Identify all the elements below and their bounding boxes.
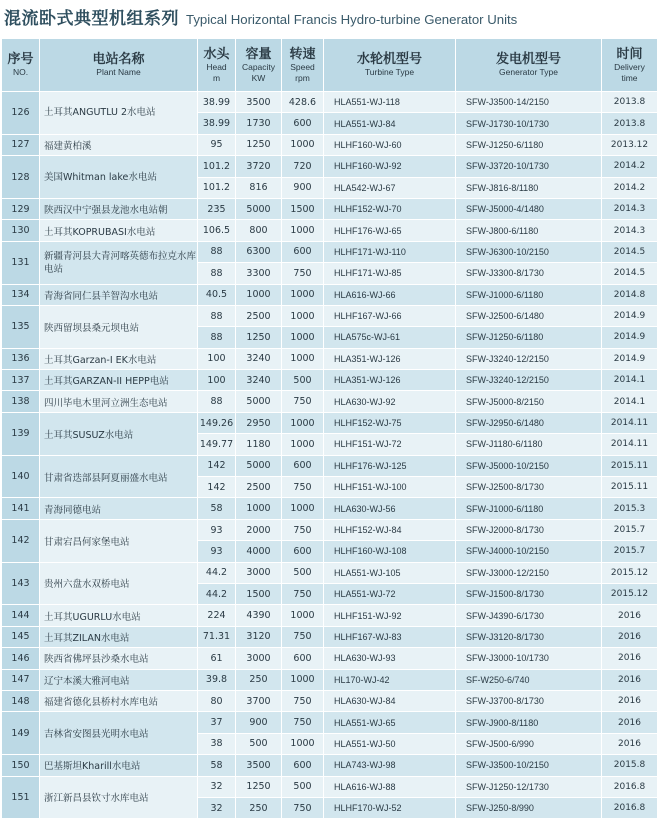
cell-turbine-type: HLA630-WJ-56 — [324, 498, 456, 519]
cell-capacity: 250 — [236, 797, 282, 818]
cell-turbine-type: HLA616-WJ-66 — [324, 284, 456, 305]
cell-delivery-time: 2015.7 — [602, 519, 658, 540]
cell-generator-type: SFW-J3720-10/1730 — [456, 156, 602, 177]
cell-head: 93 — [198, 541, 236, 562]
cell-generator-type: SFW-J1250-12/1730 — [456, 776, 602, 797]
cell-capacity: 4000 — [236, 541, 282, 562]
cell-turbine-type: HLHF160-WJ-108 — [324, 541, 456, 562]
cell-no: 147 — [2, 669, 40, 690]
cell-plant-name: 陕西留坝县桑元坝电站 — [40, 305, 198, 348]
cell-turbine-type: HLHF151-WJ-92 — [324, 605, 456, 626]
cell-speed: 600 — [282, 241, 324, 262]
cell-delivery-time: 2016 — [602, 690, 658, 711]
cell-capacity: 800 — [236, 220, 282, 241]
cell-delivery-time: 2013.8 — [602, 92, 658, 113]
cell-no: 135 — [2, 305, 40, 348]
cell-plant-name: 陕西汉中宁强县龙池水电站朝 — [40, 198, 198, 219]
cell-delivery-time: 2016.8 — [602, 776, 658, 797]
cell-plant-name: 甘肃宕昌何家堡电站 — [40, 519, 198, 562]
page-title — [4, 4, 654, 32]
cell-plant-name: 土耳其GARZAN-II HEPP电站 — [40, 370, 198, 391]
cell-turbine-type: HLA542-WJ-67 — [324, 177, 456, 198]
cell-generator-type: SFW-J250-8/990 — [456, 797, 602, 818]
cell-generator-type: SFW-J1500-8/1730 — [456, 583, 602, 604]
cell-delivery-time: 2016 — [602, 712, 658, 733]
cell-speed: 1000 — [282, 284, 324, 305]
cell-delivery-time: 2016 — [602, 648, 658, 669]
cell-plant-name: 青海省同仁县羊智沟水电站 — [40, 284, 198, 305]
cell-head: 93 — [198, 519, 236, 540]
cell-no: 149 — [2, 712, 40, 755]
header-no: 序号 NO. — [2, 39, 40, 92]
cell-no: 151 — [2, 776, 40, 819]
cell-turbine-type: HLHF160-WJ-60 — [324, 134, 456, 155]
cell-delivery-time: 2014.2 — [602, 156, 658, 177]
cell-speed: 1000 — [282, 733, 324, 754]
cell-plant-name: 四川毕电木里河立洲生态电站 — [40, 391, 198, 412]
header-capacity: 容量 Capacity KW — [236, 39, 282, 92]
cell-generator-type: SFW-J1000-6/1180 — [456, 498, 602, 519]
cell-no: 137 — [2, 370, 40, 391]
cell-plant-name: 福建省德化县桥村水库电站 — [40, 690, 198, 711]
cell-turbine-type: HLHF176-WJ-65 — [324, 220, 456, 241]
cell-speed: 1500 — [282, 198, 324, 219]
cell-head: 235 — [198, 198, 236, 219]
units-table — [1, 38, 658, 819]
cell-generator-type: SFW-J4390-6/1730 — [456, 605, 602, 626]
cell-capacity: 3720 — [236, 156, 282, 177]
cell-turbine-type: HLA630-WJ-92 — [324, 391, 456, 412]
title-english: Typical Horizontal Francis Hydro-turbine Generator Units — [186, 12, 518, 27]
cell-no: 139 — [2, 412, 40, 455]
cell-turbine-type: HLA575c-WJ-61 — [324, 327, 456, 348]
cell-generator-type: SFW-J3000-10/1730 — [456, 648, 602, 669]
cell-turbine-type: HLA551-WJ-105 — [324, 562, 456, 583]
cell-head: 88 — [198, 241, 236, 262]
table-row — [2, 391, 658, 412]
cell-delivery-time: 2015.11 — [602, 455, 658, 476]
table-body — [2, 92, 658, 819]
cell-no: 136 — [2, 348, 40, 369]
cell-generator-type: SFW-J3300-8/1730 — [456, 263, 602, 284]
cell-speed: 1000 — [282, 348, 324, 369]
cell-plant-name: 巴基斯坦Kharill水电站 — [40, 755, 198, 776]
cell-speed: 750 — [282, 797, 324, 818]
cell-plant-name: 福建黄柏溪 — [40, 134, 198, 155]
table-row — [2, 92, 658, 113]
cell-capacity: 1730 — [236, 113, 282, 134]
cell-turbine-type: HLA351-WJ-126 — [324, 348, 456, 369]
cell-generator-type: SFW-J3500-10/2150 — [456, 755, 602, 776]
cell-generator-type: SFW-J2000-8/1730 — [456, 519, 602, 540]
cell-delivery-time: 2014.3 — [602, 198, 658, 219]
cell-delivery-time: 2014.8 — [602, 284, 658, 305]
cell-turbine-type: HLHF171-WJ-85 — [324, 263, 456, 284]
cell-speed: 750 — [282, 477, 324, 498]
cell-delivery-time: 2015.8 — [602, 755, 658, 776]
cell-delivery-time: 2015.3 — [602, 498, 658, 519]
table-row — [2, 626, 658, 647]
cell-delivery-time: 2016 — [602, 605, 658, 626]
cell-speed: 600 — [282, 541, 324, 562]
cell-plant-name: 甘肃省迭部县阿夏丽盛水电站 — [40, 455, 198, 498]
cell-head: 40.5 — [198, 284, 236, 305]
cell-speed: 750 — [282, 519, 324, 540]
cell-capacity: 3240 — [236, 370, 282, 391]
cell-speed: 500 — [282, 370, 324, 391]
cell-turbine-type: HLHF151-WJ-100 — [324, 477, 456, 498]
cell-no: 127 — [2, 134, 40, 155]
cell-capacity: 816 — [236, 177, 282, 198]
cell-head: 32 — [198, 797, 236, 818]
cell-speed: 600 — [282, 455, 324, 476]
header-head: 水头 Head m — [198, 39, 236, 92]
table-row — [2, 305, 658, 326]
cell-generator-type: SFW-J2500-8/1730 — [456, 477, 602, 498]
cell-delivery-time: 2014.2 — [602, 177, 658, 198]
header-generator-type: 发电机型号 Generator Type — [456, 39, 602, 92]
table-row — [2, 220, 658, 241]
table-row — [2, 134, 658, 155]
cell-capacity: 2500 — [236, 477, 282, 498]
table-header-row — [2, 39, 658, 92]
cell-no: 144 — [2, 605, 40, 626]
cell-speed: 1000 — [282, 498, 324, 519]
cell-turbine-type: HLA616-WJ-88 — [324, 776, 456, 797]
cell-turbine-type: HLA551-WJ-50 — [324, 733, 456, 754]
cell-speed: 1000 — [282, 134, 324, 155]
cell-delivery-time: 2016 — [602, 733, 658, 754]
cell-speed: 600 — [282, 648, 324, 669]
cell-delivery-time: 2014.9 — [602, 305, 658, 326]
cell-turbine-type: HLHF176-WJ-125 — [324, 455, 456, 476]
cell-turbine-type: HLA551-WJ-72 — [324, 583, 456, 604]
cell-head: 101.2 — [198, 177, 236, 198]
cell-capacity: 3240 — [236, 348, 282, 369]
table-row — [2, 284, 658, 305]
cell-speed: 720 — [282, 156, 324, 177]
cell-generator-type: SFW-J5000-8/2150 — [456, 391, 602, 412]
cell-head: 88 — [198, 391, 236, 412]
cell-generator-type: SFW-J3240-12/2150 — [456, 370, 602, 391]
cell-capacity: 900 — [236, 712, 282, 733]
cell-capacity: 5000 — [236, 391, 282, 412]
cell-head: 100 — [198, 348, 236, 369]
cell-plant-name: 贵州六盘水双桥电站 — [40, 562, 198, 605]
cell-no: 134 — [2, 284, 40, 305]
table-row — [2, 755, 658, 776]
cell-speed: 600 — [282, 755, 324, 776]
table-row — [2, 455, 658, 476]
cell-no: 128 — [2, 156, 40, 199]
cell-delivery-time: 2016 — [602, 669, 658, 690]
cell-generator-type: SFW-J4000-10/2150 — [456, 541, 602, 562]
cell-generator-type: SFW-J900-8/1180 — [456, 712, 602, 733]
cell-speed: 500 — [282, 562, 324, 583]
cell-head: 101.2 — [198, 156, 236, 177]
cell-capacity: 5000 — [236, 198, 282, 219]
cell-turbine-type: HL170-WJ-42 — [324, 669, 456, 690]
table-row — [2, 370, 658, 391]
cell-generator-type: SFW-J3000-12/2150 — [456, 562, 602, 583]
cell-head: 44.2 — [198, 583, 236, 604]
cell-capacity: 1000 — [236, 498, 282, 519]
cell-capacity: 3120 — [236, 626, 282, 647]
cell-turbine-type: HLHF170-WJ-52 — [324, 797, 456, 818]
cell-delivery-time: 2014.1 — [602, 391, 658, 412]
cell-turbine-type: HLHF167-WJ-83 — [324, 626, 456, 647]
cell-generator-type: SFW-J5000-4/1480 — [456, 198, 602, 219]
cell-head: 142 — [198, 477, 236, 498]
cell-head: 95 — [198, 134, 236, 155]
cell-delivery-time: 2015.11 — [602, 477, 658, 498]
cell-capacity: 2950 — [236, 412, 282, 433]
cell-generator-type: SFW-J5000-10/2150 — [456, 455, 602, 476]
cell-no: 126 — [2, 92, 40, 135]
cell-speed: 500 — [282, 776, 324, 797]
cell-speed: 750 — [282, 391, 324, 412]
cell-no: 129 — [2, 198, 40, 219]
cell-no: 130 — [2, 220, 40, 241]
cell-plant-name: 土耳其ANGUTLU 2水电站 — [40, 92, 198, 135]
cell-head: 80 — [198, 690, 236, 711]
cell-head: 88 — [198, 305, 236, 326]
cell-head: 149.77 — [198, 434, 236, 455]
cell-plant-name: 土耳其SUSUZ水电站 — [40, 412, 198, 455]
cell-speed: 1000 — [282, 305, 324, 326]
table-row — [2, 562, 658, 583]
cell-turbine-type: HLA630-WJ-93 — [324, 648, 456, 669]
cell-generator-type: SFW-J3500-14/2150 — [456, 92, 602, 113]
cell-turbine-type: HLA551-WJ-84 — [324, 113, 456, 134]
cell-speed: 750 — [282, 263, 324, 284]
cell-head: 38.99 — [198, 113, 236, 134]
cell-delivery-time: 2016 — [602, 626, 658, 647]
cell-capacity: 3700 — [236, 690, 282, 711]
cell-plant-name: 土耳其Garzan-I EK水电站 — [40, 348, 198, 369]
cell-generator-type: SFW-J2500-6/1480 — [456, 305, 602, 326]
cell-plant-name: 青海同德电站 — [40, 498, 198, 519]
cell-no: 142 — [2, 519, 40, 562]
cell-speed: 750 — [282, 626, 324, 647]
cell-generator-type: SFW-J2950-6/1480 — [456, 412, 602, 433]
cell-turbine-type: HLA351-WJ-126 — [324, 370, 456, 391]
cell-capacity: 4390 — [236, 605, 282, 626]
table-row — [2, 669, 658, 690]
cell-delivery-time: 2015.12 — [602, 562, 658, 583]
cell-generator-type: SFW-J6300-10/2150 — [456, 241, 602, 262]
table-row — [2, 348, 658, 369]
cell-head: 58 — [198, 498, 236, 519]
cell-capacity: 250 — [236, 669, 282, 690]
cell-capacity: 1250 — [236, 776, 282, 797]
table-row — [2, 648, 658, 669]
header-plant-name: 电站名称 Plant Name — [40, 39, 198, 92]
cell-generator-type: SFW-J3700-8/1730 — [456, 690, 602, 711]
cell-turbine-type: HLA743-WJ-98 — [324, 755, 456, 776]
cell-turbine-type: HLHF151-WJ-72 — [324, 434, 456, 455]
cell-turbine-type: HLA551-WJ-65 — [324, 712, 456, 733]
cell-head: 44.2 — [198, 562, 236, 583]
cell-delivery-time: 2014.5 — [602, 241, 658, 262]
cell-head: 149.26 — [198, 412, 236, 433]
cell-head: 37 — [198, 712, 236, 733]
cell-head: 71.31 — [198, 626, 236, 647]
cell-no: 145 — [2, 626, 40, 647]
cell-delivery-time: 2015.7 — [602, 541, 658, 562]
cell-no: 148 — [2, 690, 40, 711]
cell-generator-type: SFW-J800-6/1180 — [456, 220, 602, 241]
cell-speed: 750 — [282, 583, 324, 604]
cell-plant-name: 美国Whitman lake水电站 — [40, 156, 198, 199]
table-row — [2, 712, 658, 733]
cell-speed: 1000 — [282, 669, 324, 690]
cell-capacity: 500 — [236, 733, 282, 754]
cell-delivery-time: 2014.3 — [602, 220, 658, 241]
cell-capacity: 3000 — [236, 648, 282, 669]
cell-speed: 1000 — [282, 605, 324, 626]
table-row — [2, 605, 658, 626]
cell-capacity: 1250 — [236, 327, 282, 348]
cell-speed: 1000 — [282, 327, 324, 348]
table-row — [2, 412, 658, 433]
cell-speed: 1000 — [282, 434, 324, 455]
cell-speed: 900 — [282, 177, 324, 198]
cell-no: 131 — [2, 241, 40, 284]
cell-turbine-type: HLHF152-WJ-70 — [324, 198, 456, 219]
cell-capacity: 2500 — [236, 305, 282, 326]
cell-plant-name: 新疆青河县大青河喀英德布拉克水库电站 — [40, 241, 198, 284]
cell-generator-type: SFW-J1730-10/1730 — [456, 113, 602, 134]
cell-no: 143 — [2, 562, 40, 605]
cell-head: 38.99 — [198, 92, 236, 113]
cell-capacity: 1500 — [236, 583, 282, 604]
cell-delivery-time: 2014.9 — [602, 348, 658, 369]
cell-head: 106.5 — [198, 220, 236, 241]
cell-no: 141 — [2, 498, 40, 519]
cell-plant-name: 土耳其ZILAN水电站 — [40, 626, 198, 647]
cell-head: 38 — [198, 733, 236, 754]
cell-delivery-time: 2014.9 — [602, 327, 658, 348]
title-chinese: 混流卧式典型机组系列 — [4, 9, 179, 29]
header-turbine-type: 水轮机型号 Turbine Type — [324, 39, 456, 92]
cell-generator-type: SFW-J500-6/990 — [456, 733, 602, 754]
cell-capacity: 1000 — [236, 284, 282, 305]
cell-capacity: 5000 — [236, 455, 282, 476]
cell-turbine-type: HLHF152-WJ-84 — [324, 519, 456, 540]
table-row — [2, 519, 658, 540]
cell-generator-type: SFW-J1180-6/1180 — [456, 434, 602, 455]
cell-no: 150 — [2, 755, 40, 776]
cell-no: 138 — [2, 391, 40, 412]
cell-turbine-type: HLHF160-WJ-92 — [324, 156, 456, 177]
cell-generator-type: SFW-J816-8/1180 — [456, 177, 602, 198]
table-row — [2, 198, 658, 219]
cell-turbine-type: HLA551-WJ-118 — [324, 92, 456, 113]
cell-speed: 600 — [282, 113, 324, 134]
cell-head: 88 — [198, 263, 236, 284]
cell-plant-name: 吉林省安图县光明水电站 — [40, 712, 198, 755]
cell-turbine-type: HLHF167-WJ-66 — [324, 305, 456, 326]
cell-delivery-time: 2013.12 — [602, 134, 658, 155]
cell-capacity: 3500 — [236, 755, 282, 776]
cell-no: 140 — [2, 455, 40, 498]
cell-generator-type: SFW-J1250-6/1180 — [456, 327, 602, 348]
table-row — [2, 241, 658, 262]
cell-plant-name: 陕西省佛坪县沙桑水电站 — [40, 648, 198, 669]
cell-speed: 1000 — [282, 412, 324, 433]
cell-head: 100 — [198, 370, 236, 391]
cell-capacity: 3500 — [236, 92, 282, 113]
cell-plant-name: 浙江新昌县钦寸水库电站 — [40, 776, 198, 819]
cell-speed: 750 — [282, 690, 324, 711]
cell-head: 61 — [198, 648, 236, 669]
cell-speed: 428.6 — [282, 92, 324, 113]
cell-delivery-time: 2014.5 — [602, 263, 658, 284]
cell-generator-type: SFW-J1250-6/1180 — [456, 134, 602, 155]
table-row — [2, 156, 658, 177]
cell-turbine-type: HLA630-WJ-84 — [324, 690, 456, 711]
cell-speed: 750 — [282, 712, 324, 733]
cell-head: 39.8 — [198, 669, 236, 690]
cell-head: 88 — [198, 327, 236, 348]
cell-no: 146 — [2, 648, 40, 669]
cell-head: 224 — [198, 605, 236, 626]
table-row — [2, 498, 658, 519]
cell-capacity: 3000 — [236, 562, 282, 583]
cell-head: 58 — [198, 755, 236, 776]
table-row — [2, 776, 658, 797]
cell-turbine-type: HLHF171-WJ-110 — [324, 241, 456, 262]
cell-delivery-time: 2014.1 — [602, 370, 658, 391]
cell-generator-type: SFW-J3120-8/1730 — [456, 626, 602, 647]
cell-delivery-time: 2014.11 — [602, 434, 658, 455]
cell-generator-type: SFW-J3240-12/2150 — [456, 348, 602, 369]
table-row — [2, 690, 658, 711]
cell-turbine-type: HLHF152-WJ-75 — [324, 412, 456, 433]
cell-delivery-time: 2015.12 — [602, 583, 658, 604]
cell-capacity: 1250 — [236, 134, 282, 155]
cell-capacity: 3300 — [236, 263, 282, 284]
cell-head: 142 — [198, 455, 236, 476]
cell-plant-name: 辽宁本溪大雅河电站 — [40, 669, 198, 690]
cell-plant-name: 土耳其UGURLU水电站 — [40, 605, 198, 626]
cell-plant-name: 土耳其KOPRUBASI水电站 — [40, 220, 198, 241]
cell-generator-type: SF-W250-6/740 — [456, 669, 602, 690]
cell-delivery-time: 2014.11 — [602, 412, 658, 433]
cell-delivery-time: 2016.8 — [602, 797, 658, 818]
cell-capacity: 2000 — [236, 519, 282, 540]
cell-speed: 1000 — [282, 220, 324, 241]
header-delivery-time: 时间 Delivery time — [602, 39, 658, 92]
cell-delivery-time: 2013.8 — [602, 113, 658, 134]
cell-capacity: 6300 — [236, 241, 282, 262]
cell-capacity: 1180 — [236, 434, 282, 455]
cell-head: 32 — [198, 776, 236, 797]
cell-generator-type: SFW-J1000-6/1180 — [456, 284, 602, 305]
header-speed: 转速 Speed rpm — [282, 39, 324, 92]
